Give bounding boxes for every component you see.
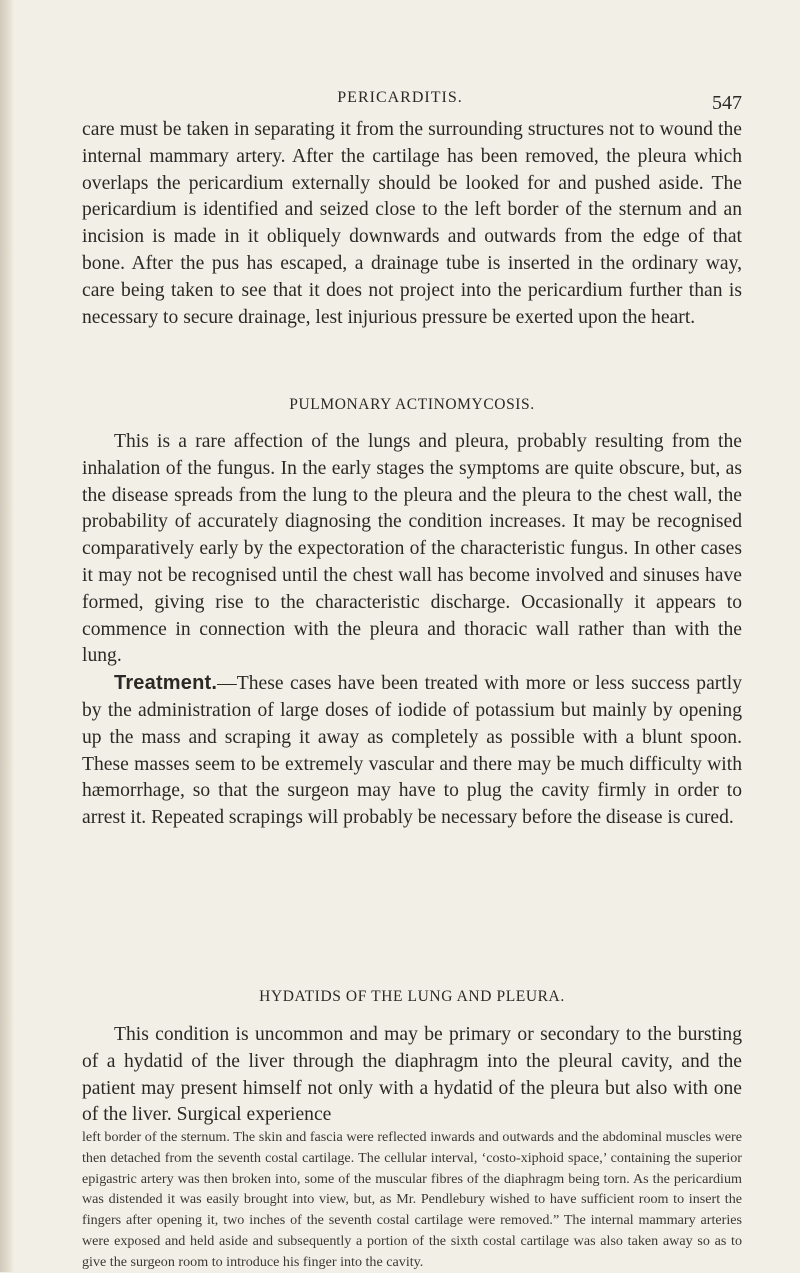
footnote-text: left border of the sternum. The skin and fascia were reflected inwards and outwards and the abdominal muscles were then detached from the seventh costal cartilage. The cellular interval, ‘costo-xiphoid space,’ containing the superior epigastric artery was then broken into, some of the muscular fibres of the diaphragm being torn. As the pericardium was distended it was easily brought into view, but, as Mr. Pendlebury wished to have sufficient room to insert the fingers after opening it, two inches of the seventh costal cartilage were removed.” The internal mammary arteries were exposed and held aside and subsequently a portion of the sixth costal cartilage was also taken away so as to give the surgeon room to introduce his finger into the cavity.: [82, 1129, 742, 1270]
treatment-label: Treatment.: [114, 672, 218, 695]
section-heading: PULMONARY ACTINOMYCOSIS.: [289, 396, 535, 413]
section-heading-actinomycosis-wrap: [82, 396, 742, 414]
page-number: 547: [712, 92, 742, 114]
paragraph-continuation: [82, 117, 742, 331]
section-heading: HYDATIDS OF THE LUNG AND PLEURA.: [259, 988, 565, 1005]
section-heading-hydatids-wrap: [82, 988, 742, 1006]
hydatids-paragraph: This condition is uncommon and may be primary or secondary to the bursting of a hydatid of the liver through the diaphragm into the pleural cavity, and the patient may present himself not only with a hydatid of the pleura but also with one of the liver. Surgical experience: [82, 1024, 742, 1126]
actinomycosis-section: [82, 429, 742, 832]
paragraph-text: care must be taken in separating it from the surrounding structures not to wound the internal mammary artery. After the cartilage has been removed, the pleura which overlaps the pericardium externally should be looked for and pushed aside. The pericardium is identified and seized close to the left border of the sternum and an incision is made in it obliquely downwards and outwards from the edge of that bone. After the pus has escaped, a drainage tube is inserted in the ordinary way, care being taken to see that it does not project into the pericardium further than is necessary to secure drainage, lest injurious pressure be exerted upon the heart.: [82, 119, 742, 328]
hydatids-section: [82, 1022, 742, 1129]
treatment-paragraph: [82, 670, 742, 832]
running-head: PERICARDITIS.: [337, 89, 463, 106]
footnote: [82, 1127, 742, 1273]
treatment-text: —These cases have been treated with more or less success partly by the administration of large doses of iodide of potassium but mainly by opening up the mass and scraping it away as completely as possible with a blunt spoon. These masses seem to be extremely vascular and there may be much difficulty with hæmorrhage, so that the surgeon may have to plug the cavity firmly in order to arrest it. Repeated scrapings will probably be necessary before the disease is cured.: [82, 673, 742, 829]
actinomycosis-paragraph: This is a rare affection of the lungs and pleura, probably resulting from the inhalation of the fungus. In the early stages the symptoms are quite obscure, but, as the disease spreads from the lung to the pleura and the pleura to the chest wall, the probability of accurately diagnosing the condition increases. It may be recognised comparatively early by the expectoration of the characteristic fungus. In other cases it may not be recognised until the chest wall has become involved and sinuses have formed, giving rise to the characteristic discharge. Occasionally it appears to commence in connection with the pleura and thoracic wall rather than with the lung.: [82, 431, 742, 667]
